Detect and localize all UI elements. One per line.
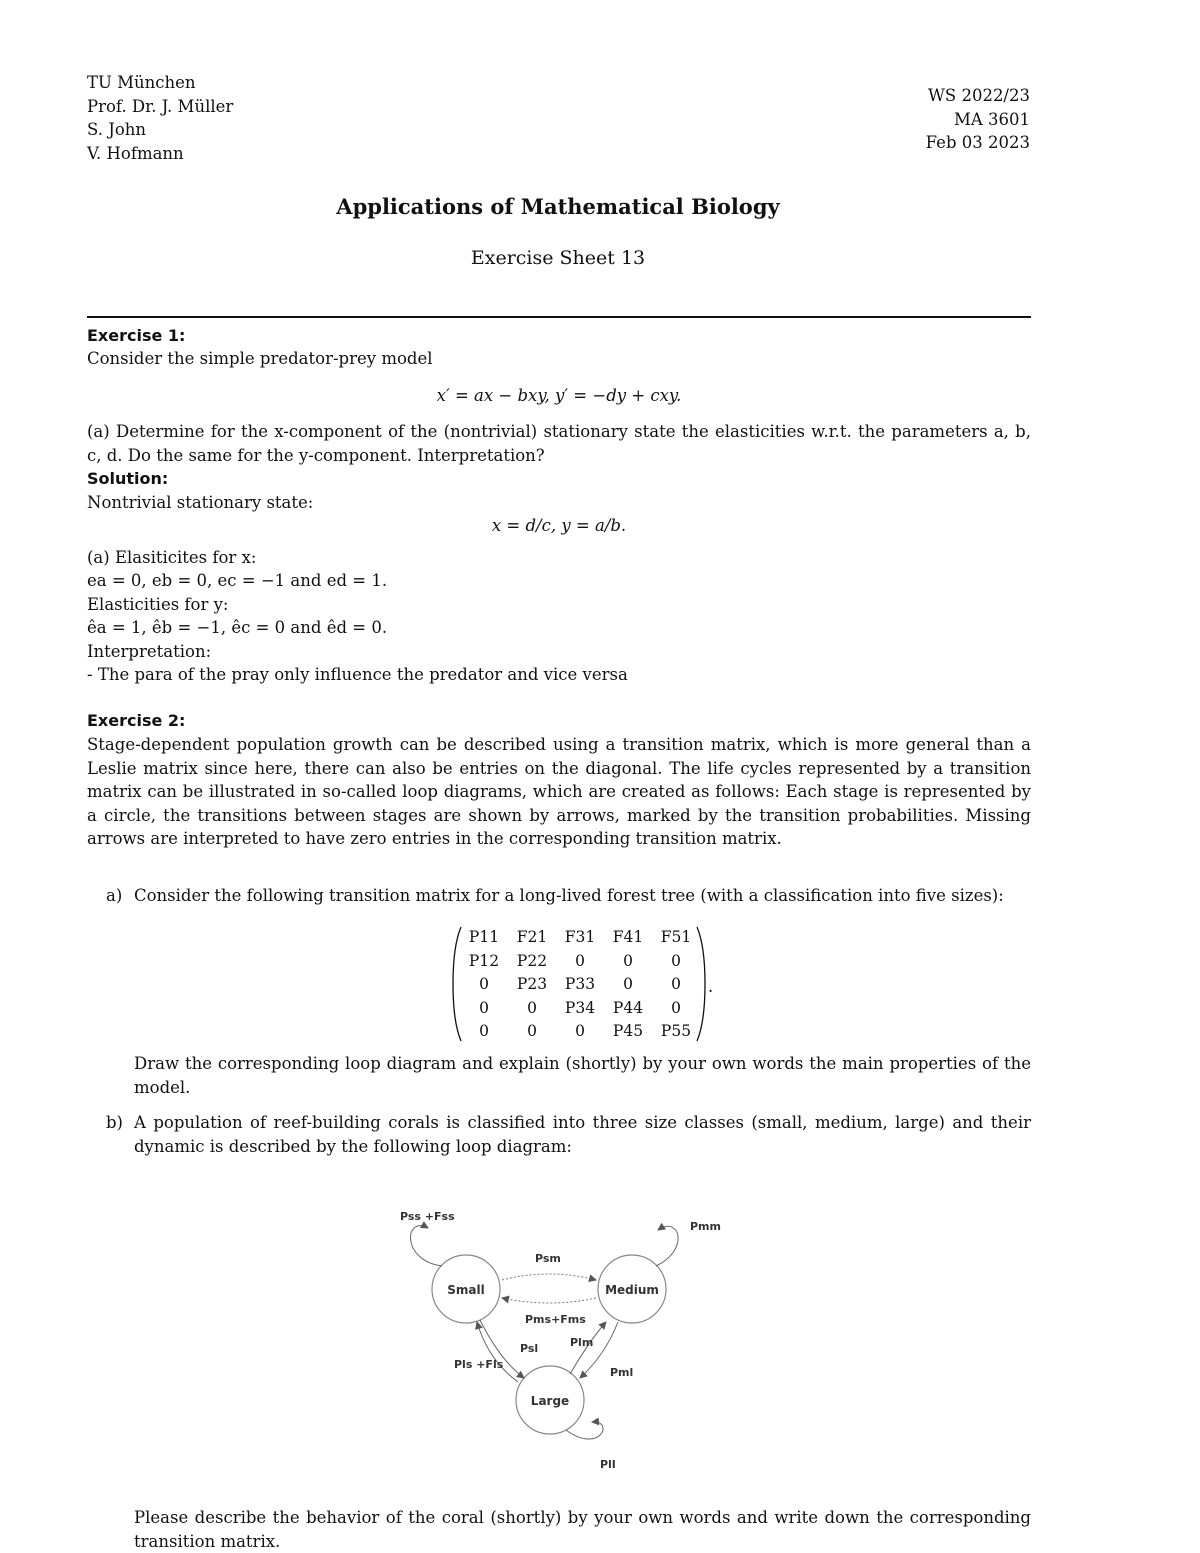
matrix-cell: 0 bbox=[575, 1022, 585, 1040]
matrix-cell: F51 bbox=[660, 928, 692, 946]
matrix-cell: 0 bbox=[671, 998, 681, 1017]
node-large-label: Large bbox=[530, 1394, 570, 1408]
elasticities-x-label: (a) Elasiticites for x: bbox=[87, 548, 257, 567]
header-university: TU München bbox=[87, 73, 196, 92]
label-pls-fls: Pls +Fls bbox=[454, 1358, 504, 1371]
matrix-cell: 0 bbox=[479, 998, 489, 1017]
matrix-cell: P22 bbox=[516, 951, 548, 970]
label-psm: Psm bbox=[535, 1252, 561, 1265]
matrix-cell: 0 bbox=[527, 998, 537, 1017]
part-b-text: A population of reef-building corals is classified into three size classes (small, medium, large) and their dynamic is described by the following loop diagram: bbox=[134, 1113, 1031, 1156]
matrix-cell: 0 bbox=[479, 975, 489, 993]
matrix-cell: 0 bbox=[575, 951, 585, 970]
interpretation-label: Interpretation: bbox=[87, 642, 212, 661]
header-assistant-1: S. John bbox=[87, 120, 147, 139]
stationary-state-label: Nontrivial stationary state: bbox=[87, 493, 314, 512]
exercise-2-heading: Exercise 2: bbox=[87, 711, 186, 730]
elasticities-y-label: Elasticities for y: bbox=[87, 595, 229, 614]
document-title: Applications of Mathematical Biology bbox=[336, 194, 780, 219]
part-a-text: Consider the following transition matrix for a long-lived forest tree (with a classification into five sizes): bbox=[134, 886, 1004, 905]
label-psl: Psl bbox=[520, 1342, 539, 1355]
arrow-medium-small bbox=[502, 1298, 596, 1303]
header-course-code: MA 3601 bbox=[953, 109, 1030, 129]
header-date: Feb 03 2023 bbox=[925, 133, 1030, 152]
matrix-cell: F21 bbox=[516, 928, 548, 946]
exercise-1-part-a: (a) Determine for the x-component of the (nontrivial) stationary state the elasticities w.r.t. the parameters a, b, c, d. Do the same for the y-component. Interpretation? bbox=[87, 422, 1031, 465]
matrix-cell: 0 bbox=[479, 1022, 489, 1040]
solution-label: Solution: bbox=[87, 469, 169, 488]
matrix-cell: P34 bbox=[564, 998, 596, 1017]
label-pll: Pll bbox=[600, 1458, 616, 1471]
matrix-grid bbox=[452, 926, 706, 1044]
arrow-small-self bbox=[411, 1226, 442, 1266]
matrix-cell: P45 bbox=[612, 1022, 644, 1040]
document-subtitle: Exercise Sheet 13 bbox=[470, 247, 646, 269]
elasticities-y-values: êa = 1, êb = −1, êc = 0 and êd = 0. bbox=[87, 618, 388, 637]
stationary-state-equation: x = d/c, y = a/b. bbox=[491, 516, 627, 535]
part-b-followup: Please describe the behavior of the coral (shortly) by your own words and write down the corresponding transition matrix. bbox=[134, 1508, 1031, 1551]
part-a-followup: Draw the corresponding loop diagram and explain (shortly) by your own words the main properties of the model. bbox=[134, 1054, 1031, 1097]
matrix-cell: P23 bbox=[516, 975, 548, 993]
label-pss-fss: Pss +Fss bbox=[400, 1210, 455, 1223]
node-medium-label: Medium bbox=[605, 1283, 659, 1297]
part-b-label: b) bbox=[106, 1113, 123, 1132]
header-right bbox=[926, 84, 1030, 155]
matrix-cell: P11 bbox=[468, 928, 500, 946]
matrix-cell: 0 bbox=[671, 975, 681, 993]
exercise-1-intro: Consider the simple predator-prey model bbox=[87, 349, 433, 368]
transition-matrix bbox=[452, 926, 706, 1044]
matrix-cell: 0 bbox=[623, 951, 633, 970]
matrix-cell: 0 bbox=[671, 951, 681, 970]
matrix-cell: P33 bbox=[564, 975, 596, 993]
arrow-medium-self bbox=[656, 1226, 678, 1266]
node-small-label: Small bbox=[447, 1283, 485, 1297]
matrix-cell: P44 bbox=[612, 998, 644, 1017]
matrix-cell: F31 bbox=[564, 928, 596, 946]
coral-loop-diagram bbox=[380, 1200, 740, 1480]
exercise-2-intro: Stage-dependent population growth can be described using a transition matrix, which is more general than a Leslie matrix since here, there can also be entries on the diagonal. The life cycles represented by a transition matrix can be illustrated in so-called loop diagrams, which are created as follows: Each stage is represented by a circle, the transitions between stages are shown by arrows, marked by the transition probabilities. Missing arrows are interpreted to have zero entries in the corresponding transition matrix. bbox=[87, 735, 1031, 848]
matrix-period: . bbox=[708, 977, 714, 996]
matrix-cell: P55 bbox=[660, 1022, 692, 1040]
matrix-cell: F41 bbox=[612, 928, 644, 946]
header-assistant-2: V. Hofmann bbox=[87, 143, 184, 163]
matrix-cell: 0 bbox=[527, 1022, 537, 1040]
exercise-1-heading: Exercise 1: bbox=[87, 326, 186, 345]
elasticities-x-values: ea = 0, eb = 0, ec = −1 and ed = 1. bbox=[87, 571, 388, 590]
label-pml: Pml bbox=[610, 1366, 634, 1379]
part-a-label: a) bbox=[106, 886, 123, 905]
label-pmm: Pmm bbox=[690, 1220, 721, 1233]
label-pms-fms: Pms+Fms bbox=[525, 1313, 586, 1326]
arrow-large-small bbox=[477, 1322, 518, 1382]
header-professor: Prof. Dr. J. Müller bbox=[87, 96, 234, 116]
exercise-1-equation: x′ = ax − bxy, y′ = −dy + cxy. bbox=[436, 386, 682, 405]
matrix-cell: 0 bbox=[623, 975, 633, 993]
arrow-small-medium bbox=[502, 1274, 596, 1280]
label-plm: Plm bbox=[570, 1336, 594, 1349]
interpretation-text: - The para of the pray only influence the predator and vice versa bbox=[87, 665, 628, 684]
header-left bbox=[87, 71, 233, 165]
matrix-cell: P12 bbox=[468, 951, 500, 970]
header-semester: WS 2022/23 bbox=[927, 86, 1030, 105]
title-divider bbox=[87, 316, 1031, 318]
